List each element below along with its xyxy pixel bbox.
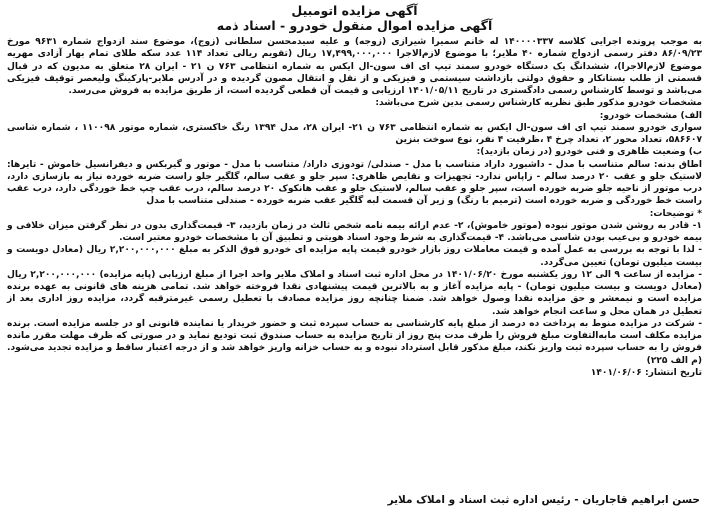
signature-line: حسن ابراهیم قاجاریان - رئیس اداره ثبت اسناد و املاک ملایر: [387, 494, 700, 506]
auction-time-paragraph: - مزایده از ساعت ۹ الی ۱۲ روز یکشنبه مورخ ۱۴۰۱/۰۶/۲۰ در محل اداره ثبت اسناد و املاک ملایر واحد اجرا از مبلغ ارزیابی (پایه مزایده) ۲,۲۰۰,۰۰۰,۰۰۰ ریال (معادل دویست و بیست میلیون تومان) - پایه مزایده آغاز و به بالاترین قیمت پیشنهادی نقدا فروخته خواهد شد. تمامی هزینه های قانونی به عهده برنده مزایده است و نیمعشر و حق مزایده نقدا وصول خواهد شد. ضمنا چنانچه روز مزایده مصادف با تعطیل رسمی غیرمترقبه گردد، مزایده روز اداری بعد از تعطیل در همان محل و ساعت انجام خواهد شد.: [7, 269, 702, 317]
section-b-heading: ب) وضعیت ظاهری و فنی خودرو (در زمان بازدید):: [476, 147, 702, 158]
notice-body: [7, 36, 702, 379]
notes-heading: * توضیحات:: [649, 208, 702, 219]
notice-subtitle: آگهی مزایده اموال منقول خودرو - اسناد ذمه: [216, 18, 493, 33]
vehicle-specs: سواری خودرو سمند تیپ ای اف سون-ال ایکس به شماره انتظامی ۷۶۳ ن ۲۱- ایران ۲۸، مدل ۱۳۹۴ رنگ خاکستری، شماره موتور ۱۱۰۰۹۸ ، شماره شاسی ۵۸۶۶۰۷، تعداد محور ۲، تعداد چرخ ۴ ،ظرفیت ۴ نفر، نوع سوخت بنزین: [7, 122, 703, 145]
section-a-heading: الف) مشخصات خودرو:: [599, 110, 702, 121]
participation-terms-paragraph: - شرکت در مزایده منوط به پرداخت ده درصد از مبلغ پایه کارشناسی به حساب سپرده ثبت و حضور خریدار یا نماینده قانونی او در جلسه مزایده است. برنده مزایده مکلف است مابه‌التفاوت مبلغ فروش را ظرف مدت پنج روز از تاریخ مزایده به حساب صندوق ثبت تودیع نماید و در صورتی که ظرف مهلت مقرر مانده فروش را به حساب سپرده ثبت واریز نکند، مبلغ مذکور قابل استرداد نبوده و به حساب خزانه واریز خواهد شد و از درجه اعتبار ساقط و مزایده تجدید می‌شود. (م الف ۲۲۵): [7, 318, 702, 366]
base-price-paragraph: - لذا با توجه به بررسی به عمل آمده و قیمت معاملات روز بازار خودرو قیمت پایه مزایده ای خودرو فوق الذکر به مبلغ ۲,۲۰۰,۰۰۰,۰۰۰ ریال (معادل دویست و بیست میلیون تومان) تعیین می‌گردد.: [7, 245, 702, 268]
intro-paragraph: به موجب پرونده اجرایی کلاسه ۱۴۰۰۰۰۳۳۷ له خانم سمیرا شیرازی (زوجه) و علیه سیدمحسن سلطانی (زوج)، موضوع سند ازدواج شماره ۹۶۳۱ مورخ ۸۶/۰۹/۲۳ دفتر رسمی ازدواج شماره ۴۰ ملایر؛ با موضوع لازم‌الاجرا ۱۷,۴۹۹,۰۰۰,۰۰۰ ریال (تقویم ریالی تعداد ۱۱۴ عدد سکه طلای تمام بهار آزادی مهریه موضوع لازم‌الاجرا)، ششدانگ یک دستگاه خودرو سمند تیپ ای اف سون-ال ایکس به شماره انتظامی ۷۶۳ ن ۲۱ - ایران ۲۸ متعلق به مدیون که در قبال قسمتی از طلب بستانکار و حقوق دولتی بازداشت سیستمی و فیزیکی و از نقل و انتقال مصون گردیده و در آدرس ملایر-پارکینگ ولیعصر توقیف فیزیکی می‌باشد و توسط کارشناس رسمی دادگستری در تاریخ ۱۴۰۱/۰۵/۱۱ ارزیابی و قیمت آن قطعی گردیده است، از طریق مزایده به فروش می‌رسد.: [7, 37, 703, 96]
vehicle-condition: اطاق بدنه: سالم متناسب با مدل - داشبورد داراد متناسب با مدل - صندلی/ تودوزی داراد/ متناسب با مدل - موتور و گیربکس و دیفرانسیل خاموش - تایرها: لاستیک جلو و عقب ۲۰ درصد سالم - زاپاس ندارد- تجهیزات و نقایص ظاهری: سپر جلو و عقب سالم، گلگیر جلو راست ضربه خورده نیاز به بازسازی دارد، درب موتور از ناحیه جلو ضربه خورده است، سپر جلو و عقب سالم، لاستیک جلو و عقب هانکوک ۲۰ درصد سالم، درب عقب چپ خط خوردگی دارد، درب عقب راست خط خوردگی و ضربه خورده است (ترمیم با رنگ) و زیر آن قسمت لبه گلگیر عقب ضربه خورده - صندلی متناسب با مدل: [7, 159, 702, 207]
notice-title: آگهی مزایده اتومبیل: [291, 3, 418, 18]
notes-paragraph: ۱- قادر به روشن شدن موتور نبوده (موتور خاموش)، ۲- عدم ارائه بیمه نامه شخص ثالث در زمان بازدید، ۳- قیمت‌گذاری بدون در نظر گرفتن میزان خلافی و بیمه خودرو و بی‌عیب بودن شاسی می‌باشد. ۴- قیمت‌گذاری به شرط وجود اسناد هویتی و تطبیق آن با مشخصات خودرو معتبر است.: [7, 220, 702, 243]
specs-intro: مشخصات خودرو مذکور طبق نظریه کارشناس رسمی بدین شرح می‌باشد:: [375, 98, 702, 109]
publication-date: تاریخ انتشار: ۱۴۰۱/۰۶/۰۶: [590, 367, 702, 378]
